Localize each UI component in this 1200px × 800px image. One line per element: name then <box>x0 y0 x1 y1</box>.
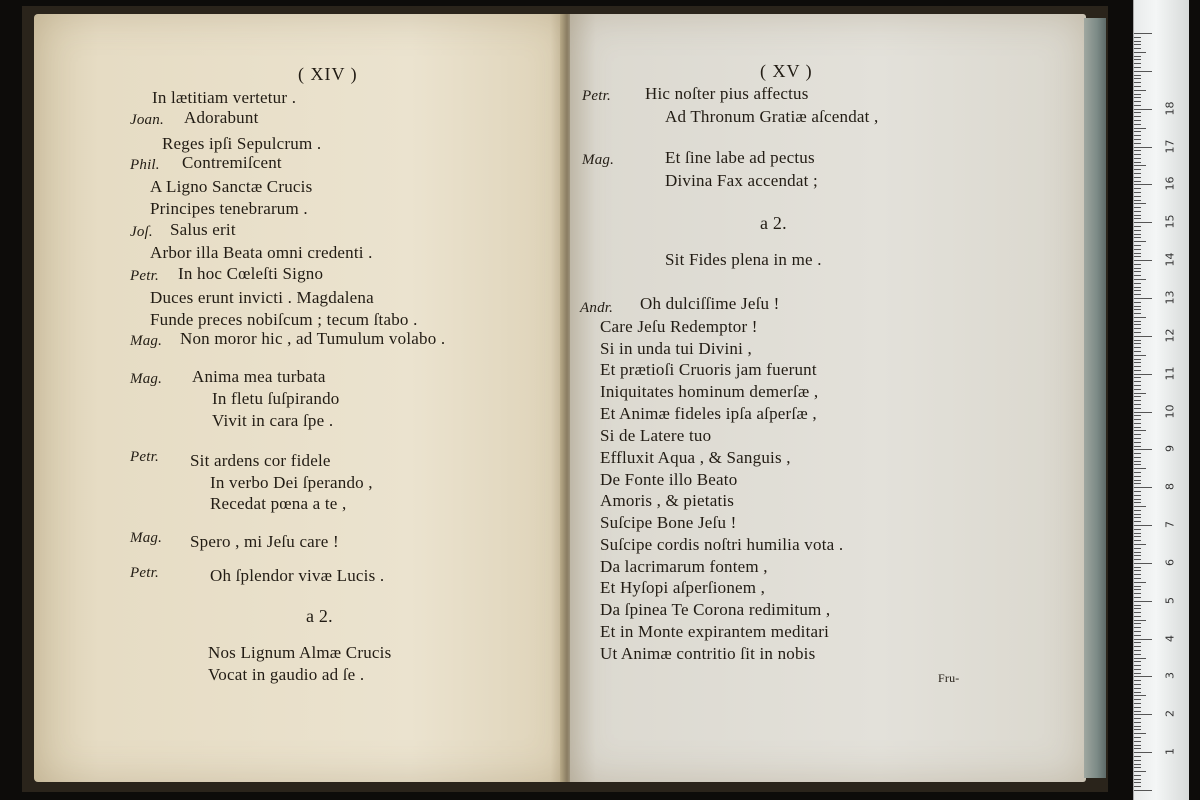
right-line-17: Suſcipe Bone Jeſu ! <box>600 513 737 532</box>
left-line-13: Anima mea turbata <box>192 367 326 386</box>
left-line-19: Spero , mi Jeſu care ! <box>190 532 339 551</box>
ruler-tick <box>1134 438 1141 439</box>
ruler-number: 16 <box>1163 176 1177 191</box>
ruler-tick <box>1134 472 1141 473</box>
right-a2-heading: a 2. <box>760 213 787 233</box>
left-line-14: In fletu ſuſpirando <box>212 389 340 408</box>
ruler-tick <box>1134 313 1141 314</box>
right-line-1: Hic noſter pius affectus <box>645 84 809 103</box>
ruler-tick <box>1134 302 1141 303</box>
ruler-tick <box>1134 415 1141 416</box>
ruler-tick <box>1134 658 1146 659</box>
ruler-number: 3 <box>1163 672 1177 680</box>
ruler-tick <box>1134 37 1141 38</box>
ruler-tick <box>1134 680 1141 681</box>
ruler-tick <box>1134 567 1141 568</box>
ruler-tick <box>1134 612 1141 613</box>
ruler-tick <box>1134 165 1146 166</box>
ruler-tick <box>1134 135 1141 136</box>
ruler-tick <box>1134 741 1141 742</box>
ruler-tick <box>1134 116 1141 117</box>
ruler-tick <box>1134 574 1141 575</box>
ruler-tick <box>1134 502 1141 503</box>
ruler-tick <box>1134 552 1141 553</box>
ruler-number: 13 <box>1163 290 1177 305</box>
ruler-tick <box>1134 90 1146 91</box>
left-line-3: Reges ipſi Sepulcrum . <box>162 134 322 153</box>
ruler-tick <box>1134 249 1141 250</box>
ruler-tick <box>1134 707 1141 708</box>
ruler-tick <box>1134 779 1141 780</box>
ruler-tick <box>1134 453 1141 454</box>
right-line-19: Da lacrimarum fontem , <box>600 557 768 576</box>
ruler-tick <box>1134 764 1141 765</box>
ruler-tick <box>1134 544 1146 545</box>
ruler-tick <box>1134 703 1141 704</box>
ruler-tick <box>1134 449 1152 450</box>
left-line-17: In verbo Dei ſperando , <box>210 473 373 492</box>
left-speaker-12: Mag. <box>130 333 163 349</box>
left-line-7: Salus erit <box>170 220 236 239</box>
ruler-tick <box>1134 143 1141 144</box>
ruler-tick <box>1134 63 1141 64</box>
ruler-tick <box>1134 733 1146 734</box>
ruler-tick <box>1134 211 1141 212</box>
ruler-tick <box>1134 760 1141 761</box>
ruler-tick <box>1134 593 1141 594</box>
ruler-tick <box>1134 525 1152 526</box>
left-speaker-7: Joſ. <box>130 224 153 240</box>
ruler-tick <box>1134 631 1141 632</box>
ruler-tick <box>1134 623 1141 624</box>
ruler-tick <box>1134 347 1141 348</box>
left-line-23: Vocat in gaudio ad ſe . <box>208 665 365 684</box>
ruler-number: 6 <box>1163 558 1177 566</box>
ruler-tick <box>1134 355 1146 356</box>
right-line-14: Effluxit Aqua , & Sanguis , <box>600 448 791 467</box>
left-speaker-13: Mag. <box>130 371 163 387</box>
right-line-10: Et prætioſi Cruoris jam fuerunt <box>600 360 817 379</box>
ruler-tick <box>1134 665 1141 666</box>
ruler-tick <box>1134 279 1146 280</box>
ruler-tick <box>1134 627 1141 628</box>
ruler-tick <box>1134 756 1141 757</box>
ruler-tick <box>1134 514 1141 515</box>
ruler-tick <box>1134 775 1141 776</box>
ruler-tick <box>1134 260 1152 261</box>
left-line-11: Funde preces nobiſcum ; tecum ſtabo . <box>150 310 418 329</box>
ruler-tick <box>1134 294 1141 295</box>
ruler-tick <box>1134 692 1141 693</box>
ruler-tick <box>1134 737 1141 738</box>
ruler-tick <box>1134 75 1141 76</box>
left-folio: ( XIV ) <box>298 64 358 84</box>
ruler-tick <box>1134 620 1146 621</box>
ruler-tick <box>1134 480 1141 481</box>
ruler-tick <box>1134 699 1141 700</box>
ruler-tick <box>1134 48 1141 49</box>
ruler-tick <box>1134 786 1141 787</box>
ruler-tick <box>1134 271 1141 272</box>
ruler-tick <box>1134 56 1141 57</box>
ruler-tick <box>1134 684 1141 685</box>
ruler-tick <box>1134 253 1141 254</box>
ruler-tick <box>1134 71 1152 72</box>
ruler-tick <box>1134 332 1141 333</box>
measuring-ruler <box>1133 0 1189 800</box>
ruler-tick <box>1134 264 1141 265</box>
ruler-tick <box>1134 370 1141 371</box>
ruler-tick <box>1134 177 1141 178</box>
ruler-number: 7 <box>1163 521 1177 529</box>
ruler-tick <box>1134 44 1141 45</box>
ruler-tick <box>1134 306 1141 307</box>
ruler-number: 11 <box>1163 366 1177 381</box>
ruler-tick <box>1134 729 1141 730</box>
right-line-8: Care Jeſu Redemptor ! <box>600 317 758 336</box>
ruler-tick <box>1134 635 1141 636</box>
ruler-tick <box>1134 97 1141 98</box>
ruler-number: 5 <box>1163 596 1177 604</box>
ruler-tick <box>1134 275 1141 276</box>
ruler-tick <box>1134 589 1141 590</box>
right-line-13: Si de Latere tuo <box>600 426 712 445</box>
ruler-tick <box>1134 559 1141 560</box>
right-line-23: Ut Animæ contritio ſit in nobis <box>600 644 816 663</box>
left-line-10: Duces erunt invicti . Magdalena <box>150 288 374 307</box>
right-line-16: Amoris , & pietatis <box>600 491 735 510</box>
ruler-number: 12 <box>1163 328 1177 343</box>
ruler-number: 14 <box>1163 252 1177 267</box>
ruler-tick <box>1134 661 1141 662</box>
right-speaker-7: Andr. <box>580 300 614 316</box>
left-speaker-16: Petr. <box>130 449 159 465</box>
ruler-tick <box>1134 154 1141 155</box>
ruler-tick <box>1134 457 1141 458</box>
ruler-tick <box>1134 491 1141 492</box>
ruler-tick <box>1134 718 1141 719</box>
right-line-7: Oh dulciſſime Jeſu ! <box>640 294 780 313</box>
ruler-tick <box>1134 468 1146 469</box>
right-line-9: Si in unda tui Divini , <box>600 339 752 358</box>
ruler-tick <box>1134 646 1141 647</box>
ruler-tick <box>1134 517 1141 518</box>
ruler-tick <box>1134 722 1141 723</box>
ruler-tick <box>1134 695 1146 696</box>
ruler-tick <box>1134 105 1141 106</box>
left-line-8: Arbor illa Beata omni credenti . <box>150 243 373 262</box>
right-folio: ( XV ) <box>760 61 813 81</box>
right-speaker-3: Mag. <box>582 152 615 168</box>
ruler-tick <box>1134 351 1141 352</box>
ruler-tick <box>1134 555 1141 556</box>
ruler-tick <box>1134 540 1141 541</box>
ruler-tick <box>1134 536 1141 537</box>
ruler-tick <box>1134 688 1141 689</box>
ruler-tick <box>1134 226 1141 227</box>
ruler-tick <box>1134 321 1141 322</box>
left-speaker-4: Phil. <box>130 157 160 173</box>
ruler-tick <box>1134 184 1152 185</box>
ruler-tick <box>1134 389 1141 390</box>
ruler-tick <box>1134 487 1152 488</box>
ruler-tick <box>1134 767 1141 768</box>
ruler-tick <box>1134 430 1146 431</box>
ruler-number: 9 <box>1163 445 1177 453</box>
right-speaker-1: Petr. <box>582 88 611 104</box>
ruler-tick <box>1134 771 1146 772</box>
ruler-tick <box>1134 461 1141 462</box>
right-line-6: Sit Fides plena in me . <box>665 250 822 269</box>
ruler-tick <box>1134 169 1141 170</box>
catchword: Fru- <box>938 671 960 685</box>
ruler-tick <box>1134 510 1141 511</box>
ruler-tick <box>1134 412 1152 413</box>
right-line-12: Et Animæ fideles ipſa aſperſæ , <box>600 404 817 423</box>
ruler-number: 10 <box>1163 404 1177 418</box>
ruler-tick <box>1134 128 1146 129</box>
ruler-tick <box>1134 381 1141 382</box>
page-edge <box>1084 18 1106 778</box>
ruler-tick <box>1134 101 1141 102</box>
ruler-tick <box>1134 529 1141 530</box>
ruler-tick <box>1134 570 1141 571</box>
ruler-tick <box>1134 782 1141 783</box>
right-line-18: Suſcipe cordis noſtri humilia vota . <box>600 535 844 554</box>
ruler-tick <box>1134 67 1141 68</box>
ruler-tick <box>1134 374 1152 375</box>
ruler-tick <box>1134 483 1141 484</box>
ruler-tick <box>1134 192 1141 193</box>
left-line-15: Vivit in cara ſpe . <box>212 411 334 430</box>
ruler-tick <box>1134 283 1141 284</box>
ruler-tick <box>1134 563 1152 564</box>
ruler-tick <box>1134 86 1141 87</box>
ruler-tick <box>1134 442 1141 443</box>
ruler-number: 4 <box>1163 634 1177 642</box>
ruler-tick <box>1134 218 1141 219</box>
ruler-tick <box>1134 366 1141 367</box>
left-speaker-19: Mag. <box>130 530 163 546</box>
ruler-tick <box>1134 385 1141 386</box>
ruler-tick <box>1134 359 1141 360</box>
ruler-tick <box>1134 533 1141 534</box>
ruler-tick <box>1134 120 1141 121</box>
ruler-tick <box>1134 419 1141 420</box>
ruler-tick <box>1134 33 1152 34</box>
left-a2-heading: a 2. <box>306 606 333 626</box>
left-line-20: Oh ſplendor vivæ Lucis . <box>210 566 385 585</box>
ruler-tick <box>1134 408 1141 409</box>
ruler-tick <box>1134 324 1141 325</box>
ruler-tick <box>1134 650 1141 651</box>
ruler-tick <box>1134 790 1152 791</box>
ruler-tick <box>1134 752 1152 753</box>
ruler-tick <box>1134 427 1141 428</box>
ruler-tick <box>1134 317 1146 318</box>
ruler-tick <box>1134 215 1141 216</box>
right-line-3: Et ſine labe ad pectus <box>665 148 815 167</box>
right-line-21: Da ſpinea Te Corona redimitum , <box>600 600 831 619</box>
ruler-tick <box>1134 340 1141 341</box>
right-line-2: Ad Thronum Gratiæ aſcendat , <box>665 107 879 126</box>
ruler-tick <box>1134 181 1141 182</box>
ruler-tick <box>1134 150 1141 151</box>
ruler-tick <box>1134 586 1141 587</box>
left-speaker-20: Petr. <box>130 565 159 581</box>
ruler-tick <box>1134 158 1141 159</box>
ruler-tick <box>1134 476 1141 477</box>
right-line-20: Et Hyſopi aſperſionem , <box>600 578 766 597</box>
ruler-tick <box>1134 298 1152 299</box>
ruler-tick <box>1134 495 1141 496</box>
ruler-tick <box>1134 173 1141 174</box>
ruler-tick <box>1134 336 1152 337</box>
ruler-tick <box>1134 245 1141 246</box>
ruler-tick <box>1134 78 1141 79</box>
ruler-tick <box>1134 642 1141 643</box>
ruler-tick <box>1134 112 1141 113</box>
ruler-tick <box>1134 404 1141 405</box>
ruler-tick <box>1134 605 1141 606</box>
ruler-number: 15 <box>1163 214 1177 229</box>
ruler-tick <box>1134 393 1146 394</box>
ruler-tick <box>1134 234 1141 235</box>
left-line-18: Recedat pœna a te , <box>210 494 347 513</box>
ruler-tick <box>1134 434 1141 435</box>
ruler-tick <box>1134 207 1141 208</box>
ruler-tick <box>1134 654 1141 655</box>
ruler-tick <box>1134 343 1141 344</box>
left-speaker-9: Petr. <box>130 268 159 284</box>
ruler-tick <box>1134 616 1141 617</box>
ruler-tick <box>1134 139 1141 140</box>
ruler-tick <box>1134 714 1152 715</box>
ruler-tick <box>1134 673 1141 674</box>
ruler-tick <box>1134 669 1141 670</box>
left-line-12: Non moror hic , ad Tumulum volabo . <box>180 329 446 348</box>
ruler-tick <box>1134 499 1141 500</box>
ruler-tick <box>1134 597 1141 598</box>
ruler-tick <box>1134 362 1141 363</box>
ruler-tick <box>1134 748 1141 749</box>
ruler-tick <box>1134 256 1141 257</box>
ruler-tick <box>1134 601 1152 602</box>
left-line-16: Sit ardens cor fidele <box>190 451 331 470</box>
ruler-tick <box>1134 464 1141 465</box>
ruler-tick <box>1134 124 1141 125</box>
ruler-tick <box>1134 396 1141 397</box>
left-line-4: Contremiſcent <box>182 153 282 172</box>
ruler-tick <box>1134 162 1141 163</box>
ruler-tick <box>1134 377 1141 378</box>
ruler-tick <box>1134 328 1141 329</box>
ruler-tick <box>1134 400 1141 401</box>
left-line-22: Nos Lignum Almæ Crucis <box>208 643 392 662</box>
left-line-6: Principes tenebrarum . <box>150 199 308 218</box>
ruler-tick <box>1134 237 1141 238</box>
ruler-tick <box>1134 222 1152 223</box>
ruler-tick <box>1134 608 1141 609</box>
ruler-tick <box>1134 196 1141 197</box>
right-line-11: Iniquitates hominum demerſæ , <box>600 382 819 401</box>
ruler-tick <box>1134 639 1152 640</box>
ruler-tick <box>1134 147 1152 148</box>
ruler-tick <box>1134 506 1146 507</box>
ruler-tick <box>1134 423 1141 424</box>
ruler-tick <box>1134 290 1141 291</box>
ruler-tick <box>1134 446 1141 447</box>
ruler-tick <box>1134 109 1152 110</box>
ruler-number: 18 <box>1163 101 1177 116</box>
ruler-tick <box>1134 188 1141 189</box>
ruler-tick <box>1134 676 1152 677</box>
ruler-tick <box>1134 82 1141 83</box>
ruler-tick <box>1134 200 1141 201</box>
ruler-tick <box>1134 131 1141 132</box>
ruler-number: 1 <box>1163 748 1177 756</box>
left-speaker-2: Joan. <box>130 112 164 128</box>
ruler-tick <box>1134 309 1141 310</box>
ruler-tick <box>1134 287 1141 288</box>
ruler-tick <box>1134 745 1141 746</box>
right-line-22: Et in Monte expirantem meditari <box>600 622 830 641</box>
ruler-tick <box>1134 726 1141 727</box>
left-line-1: In lætitiam vertetur . <box>152 88 297 107</box>
ruler-tick <box>1134 548 1141 549</box>
ruler-number: 8 <box>1163 483 1177 491</box>
ruler-number: 2 <box>1163 710 1177 718</box>
ruler-tick <box>1134 230 1141 231</box>
ruler-tick <box>1134 582 1146 583</box>
ruler-tick <box>1134 268 1141 269</box>
ruler-tick <box>1134 59 1141 60</box>
right-line-15: De Fonte illo Beato <box>600 470 738 489</box>
ruler-tick <box>1134 203 1146 204</box>
ruler-tick <box>1134 521 1141 522</box>
left-line-9: In hoc Cœleſti Signo <box>178 264 324 283</box>
ruler-tick <box>1134 52 1146 53</box>
ruler-tick <box>1134 578 1141 579</box>
ruler-tick <box>1134 94 1141 95</box>
ruler-tick <box>1134 241 1146 242</box>
left-line-2: Adorabunt <box>184 108 259 127</box>
left-line-5: A Ligno Sanctæ Crucis <box>150 177 313 196</box>
ruler-tick <box>1134 41 1141 42</box>
ruler-number: 17 <box>1163 139 1177 154</box>
ruler-tick <box>1134 711 1141 712</box>
right-line-4: Divina Fax accendat ; <box>665 171 818 190</box>
